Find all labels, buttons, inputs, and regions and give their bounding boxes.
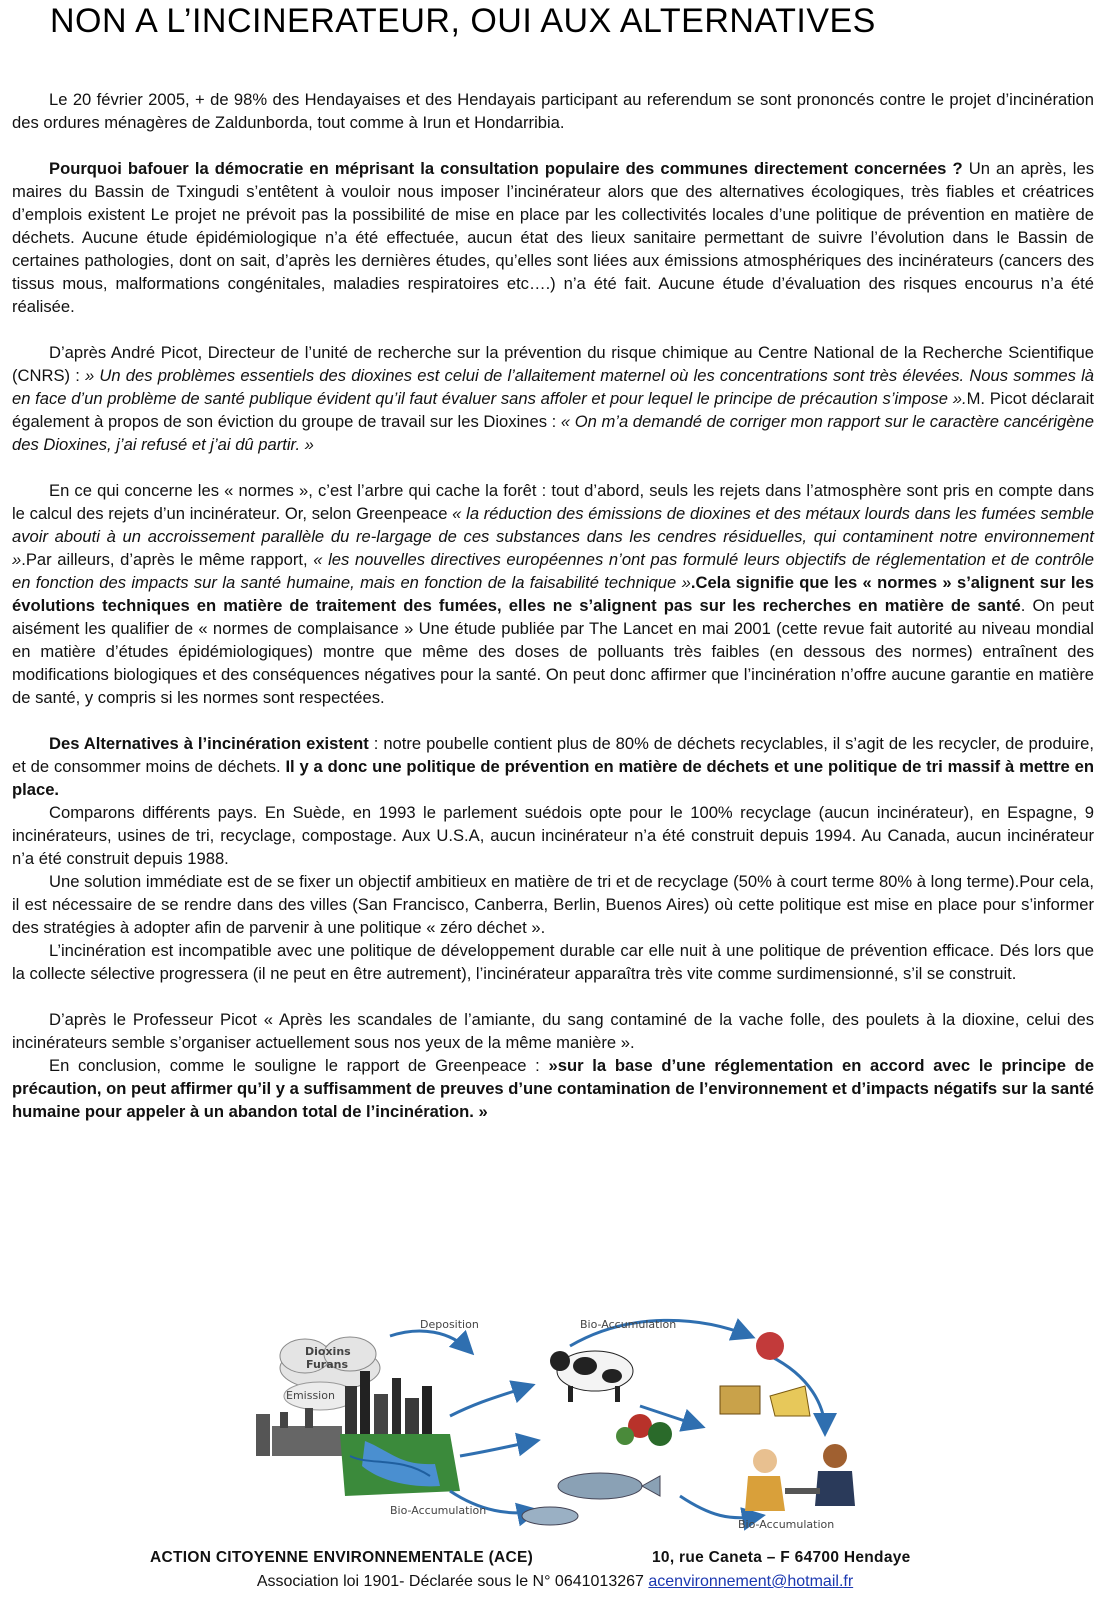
paragraph-text: D’après André Picot, Directeur de l’unité de recherche sur la prévention du risque chimique au Centre National de la Recherche Scientifique (CNRS) : [12, 343, 1094, 385]
quote-italic: « la réduction des émissions de dioxines et des métaux lourds dans les fumées semble avoir abouti à un accroissement parallèle du re-largage de ces substances dans les cendres résiduelles, qui contaminent notre environnement » [12, 504, 1095, 569]
paragraph-conclusion [12, 1054, 1094, 1123]
article-body [12, 88, 1094, 1123]
landscape-water-icon [340, 1434, 460, 1496]
bio-accumulation-right-label: Bio-Accumulation [738, 1518, 835, 1531]
bold-statement: Il y a donc une politique de prévention en matière de déchets et une politique de tri massif à mettre en place. [12, 757, 1094, 799]
deposition-label: Deposition [420, 1318, 479, 1331]
paragraph-text: Un an après, les maires du Bassin de Txingudi s’entêtent à vouloir nous imposer l’incinérateur alors que des alternatives écologiques, très fiables et créatrices d’emplois existent Le projet ne prévoit pas la possibilité de mise en place par les collectivités locales d’une politique de prévention en matière de déchets. Aucune étude épidémiologique n’a été effectuée, aucun état des lieux sanitaire permettant de suivre l’évolution dans le Bassin de certaines pathologies, dont on sait, d’après les dernières études, qu’elles sont liées aux émissions atmosphériques des incinérateurs (cancers des tissus mous, malformations congénitales, maladies respiratoires etc….) n’a été fait. Aucune étude d’évaluation des risques encourus n’a été réalisée. [12, 159, 1094, 316]
paragraph-pays: Comparons différents pays. En Suède, en 1993 le parlement suédois opte pour le 100% recyclage (aucun incinérateur), en Espagne, 9 incinérateurs, usines de tri, recyclage, compostage. Aux U.S.A, aucun incinérateur n’a été construit depuis 1994. Au Canada, aucun incinérateur n’a été construit depuis 1988. [12, 803, 1094, 868]
paragraph-text: . On peut aisément les qualifier de « normes de complaisance » Une étude publiée par The Lancet en mai 2001 (cette revue fait autorité au niveau mondial en matière d’études épidémiologiques) montre que même des doses de polluants très faibles (en dessous des normes) entraînent des modifications biologiques et des conséquences négatives pour la santé. On peut donc affirmer que l’incinération n’offre aucune garantie en matière de santé, y compris si les normes sont respectées. [12, 596, 1094, 707]
bold-question: Pourquoi bafouer la démocratie en méprisant la consultation populaire des communes directement concernées ? [49, 159, 963, 178]
organization-address: 10, rue Caneta – F 64700 Hendaye [652, 1549, 911, 1566]
paragraph-normes [12, 479, 1094, 709]
association-registration: Association loi 1901- Déclarée sous le N° 0641013267 [256, 1573, 644, 1590]
association-line [0, 1573, 1110, 1591]
paragraph-durable: L’incinération est incompatible avec une politique de développement durable car elle nuit à une politique de prévention efficace. Dés lors que la collecte sélective progressera (il ne peut en être autrement), l’incinérateur apparaîtra très vite comme surdimensionné, s’il se construit. [12, 941, 1094, 983]
paragraph-text: .Par ailleurs, d’après le même rapport, [21, 550, 314, 569]
paragraph-text: M. Picot déclarait également à propos de son éviction du groupe de travail sur les Dioxines : [12, 389, 1095, 431]
quote-italic: « les nouvelles directives européennes n’ont pas formulé leurs objectifs de réglementation et de contrôle en fonction des impacts sur la santé humaine, mais en fonction de la faisabilité technique » [12, 550, 1095, 592]
fish-icon [522, 1473, 660, 1525]
quote-italic: « On m’a demandé de corriger mon rapport sur le caractère cancérigène des Dioxines, j’ai refusé et j’ai dû partir. » [12, 412, 1094, 454]
bio-accumulation-left-label: Bio-Accumulation [390, 1504, 487, 1517]
email-link[interactable]: acenvironnement@hotmail.fr [648, 1573, 854, 1590]
people-eating-icon [745, 1444, 855, 1511]
page-title: NON A L’INCINERATEUR, OUI AUX ALTERNATIVES [50, 2, 876, 40]
bold-heading: Des Alternatives à l’incinération existent [49, 734, 369, 753]
paragraph-alternatives [12, 732, 1094, 801]
furans-label: Furans [306, 1358, 349, 1371]
vegetables-icon [616, 1414, 672, 1446]
paragraph-text: : notre poubelle contient plus de 80% de déchets recyclables, il s’agit de les recycler, de produire, et de consommer moins de déchets. [12, 734, 1094, 776]
paragraph-scandales: D’après le Professeur Picot « Après les scandales de l’amiante, du sang contaminé de la vache folle, des poulets à la dioxine, celui des incinérateurs semble s’organiser actuellement sous nos yeux de la même manière ». [12, 1010, 1094, 1052]
bio-accumulation-top-label: Bio-Accumulation [580, 1318, 677, 1331]
dioxins-label: Dioxins [305, 1345, 351, 1358]
bold-conclusion: »sur la base d’une réglementation en accord avec le principe de précaution, on peut affirmer qu’il y a suffisamment de preuves d’une contamination de l’environnement et d’impacts négatifs sur la santé humaine pour appeler à un abandon total de l’incinération. » [12, 1056, 1095, 1121]
bold-statement: .Cela signifie que les « normes » s’alignent sur les évolutions techniques en matière de traitement des fumées, elles ne s’alignent pas sur les recherches en matière de santé [12, 573, 1094, 615]
bioaccumulation-diagram [250, 1316, 870, 1546]
paragraph-text: En conclusion, comme le souligne le rapport de Greenpeace : [49, 1056, 549, 1075]
paragraph-referendum: Le 20 février 2005, + de 98% des Hendayaises et des Hendayais participant au referendum se sont prononcés contre le projet d’incinération des ordures ménagères de Zaldunborda, tout comme à Irun et Hondarribia. [12, 90, 1094, 132]
factory-icon [256, 1408, 342, 1456]
cow-icon [550, 1351, 633, 1402]
organization-name: ACTION CITOYENNE ENVIRONNEMENTALE (ACE) [150, 1549, 534, 1566]
paragraph-solution: Une solution immédiate est de se fixer un objectif ambitieux en matière de tri et de recyclage (50% à court terme 80% à long terme).Pour cela, il est nécessaire de se rendre dans des villes (San Francisco, Canberra, Berlin, Buenos Aires) où cette politique est mise en place pour s’informer des stratégies à adopter afin de parvenir à une politique « zéro déchet ». [12, 872, 1094, 937]
quote-italic: » Un des problèmes essentiels des dioxines est celui de l’allaitement maternel où les concentrations sont très élevées. Nous sommes là en face d’un problème de santé publique évident qu’il faut évaluer sans affoler et pour lequel le principe de précaution s’impose ». [12, 366, 1094, 408]
paragraph-democratie [12, 157, 1094, 318]
emission-label: Emission [286, 1389, 335, 1402]
paragraph-picot [12, 341, 1094, 456]
paragraph-text: En ce qui concerne les « normes », c’est l’arbre qui cache la forêt : tout d’abord, seuls les rejets dans l’atmosphère sont pris en compte dans le calcul des rejets d’un incinérateur. Or, selon Greenpeace [12, 481, 1094, 523]
